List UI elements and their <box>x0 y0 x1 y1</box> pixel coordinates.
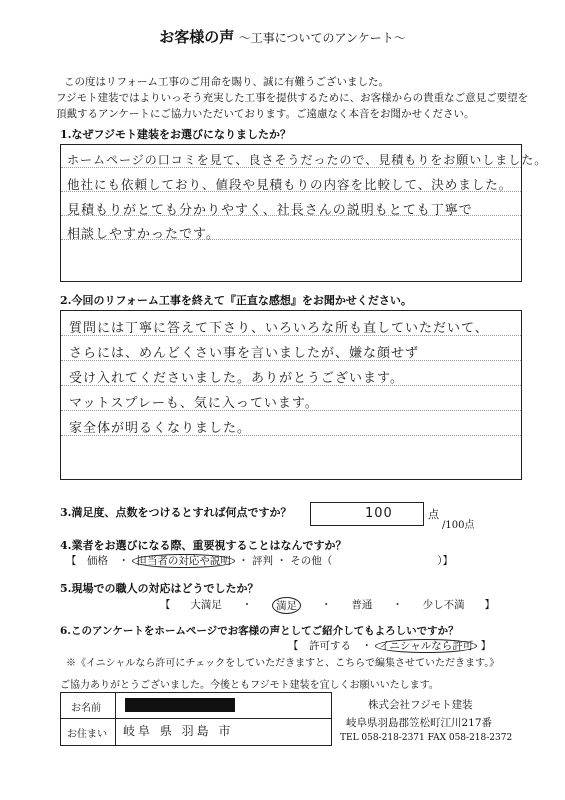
q2-answer-line: 質問には丁寧に答えて下さり、いろいろな所も直していただいて、 <box>69 321 489 336</box>
q4-selected-option: 担当者の対応や説明 <box>132 554 235 568</box>
q5-option-slightly-unsatisfied: 少し不満 <box>422 599 465 611</box>
q1-answer-box <box>60 144 548 282</box>
q5-question: 5.現場での職人の対応はどうでしたか？ <box>60 582 259 595</box>
company-phone: TEL 058-218-2371 FAX 058-218-2372 <box>340 733 513 743</box>
q4-options <box>66 553 453 568</box>
intro-text <box>56 74 534 122</box>
q5-separator: ・ <box>241 599 253 611</box>
q3-question: 3.満足度、点数をつけるとすれば何点ですか？ <box>60 506 292 519</box>
score-unit: 点 <box>428 508 439 521</box>
intro-line: フジモト建装ではよりいっそう充実した工事を提供するために、お客様からの貴重なご意見ご要望を <box>56 92 529 104</box>
address-label: お住まい <box>67 729 107 740</box>
q5-separator: ・ <box>392 599 403 611</box>
q1-question: 1.なぜフジモト建装をお選びになりましたか？ <box>60 128 292 141</box>
q6-question: 6.このアンケートをホームページでお客様の声としてご紹介してもよろしいですか？ <box>60 625 459 637</box>
q6-selected-option: イニシャルなら許可 <box>375 639 477 653</box>
q5-bracket-open: 【 <box>160 599 171 611</box>
q1-answer-line: 相談しやすかったです。 <box>67 227 220 242</box>
footer-thanks: ご協力ありがとうございました。今後ともフジモト建装を宜しくお願いいたします。 <box>60 680 439 691</box>
name-label: お名前 <box>71 703 101 714</box>
customer-info-table <box>60 692 332 746</box>
intro-line: 頂戴するアンケートにご協力いただいております。ご遠慮なく本音をお聞かせください。 <box>56 108 475 120</box>
q2-answer-line: さらには、めんどくさい事を言いましたが、嫌な顔せず <box>69 346 420 361</box>
name-redacted <box>125 698 235 712</box>
score-value: 100 <box>365 506 393 521</box>
title-main: お客様の声 <box>159 28 235 46</box>
q5-options <box>160 597 495 614</box>
q5-selected-option: 満足 <box>272 597 301 614</box>
q5-option-normal: 普通 <box>351 599 373 611</box>
company-address: 岐阜県羽島郡笠松町江川217番 <box>346 717 493 729</box>
q5-option-very-satisfied: 大満足 <box>190 599 222 611</box>
q1-answer-line: ホームページの口コミを見て、良さそうだったので、見積もりをお願いしました。 <box>67 153 548 167</box>
score-box <box>310 502 424 526</box>
q4-option-rest: ・ 評判 ・ その他（ ）】 <box>238 555 453 567</box>
address-value: 岐阜 県 羽島 市 <box>123 724 234 738</box>
q2-question: 2.今回のリフォーム工事を終えて『正直な感想』をお聞かせください。 <box>60 294 412 307</box>
q4-question: 4.業者をお選びになる際、重要視することはなんですか？ <box>60 539 347 552</box>
q1-answer-line: 他社にも依頼しており、値段や見積もりの内容を比較して、決めました。 <box>67 177 513 192</box>
q1-answer-line: 見積もりがとても分かりやすく、社長さんの説明もとても丁寧で <box>67 203 473 218</box>
q4-option-price: 【 価格 ・ <box>66 555 129 567</box>
q5-bracket-close: 】 <box>484 599 495 611</box>
title-subtitle: 〜工事についてのアンケート〜 <box>238 31 406 45</box>
q2-answer-line: 家全体が明るくなりました。 <box>69 421 252 436</box>
intro-line: この度はリフォーム工事のご用命を賜り、誠に有難うございました。 <box>64 76 389 88</box>
q2-answer-box <box>60 310 522 480</box>
q6-bracket-close: 】 <box>480 640 492 652</box>
q5-separator: ・ <box>321 599 332 611</box>
q2-answer-line: マットスプレーも、気に入っています。 <box>69 396 319 411</box>
q6-options <box>288 638 491 653</box>
company-name: 株式会社フジモト建装 <box>368 699 473 711</box>
q6-note: ※《イニシャルなら許可にチェックをしていただきますと、こちらで編集させていただきます。》 <box>66 658 500 669</box>
q2-answer-line: 受け入れてくださいました。ありがとうございます。 <box>69 371 404 386</box>
q6-option-allow: 【 許可する ・ <box>288 640 372 652</box>
page-title <box>0 26 565 47</box>
score-max: /100点 <box>442 520 475 531</box>
